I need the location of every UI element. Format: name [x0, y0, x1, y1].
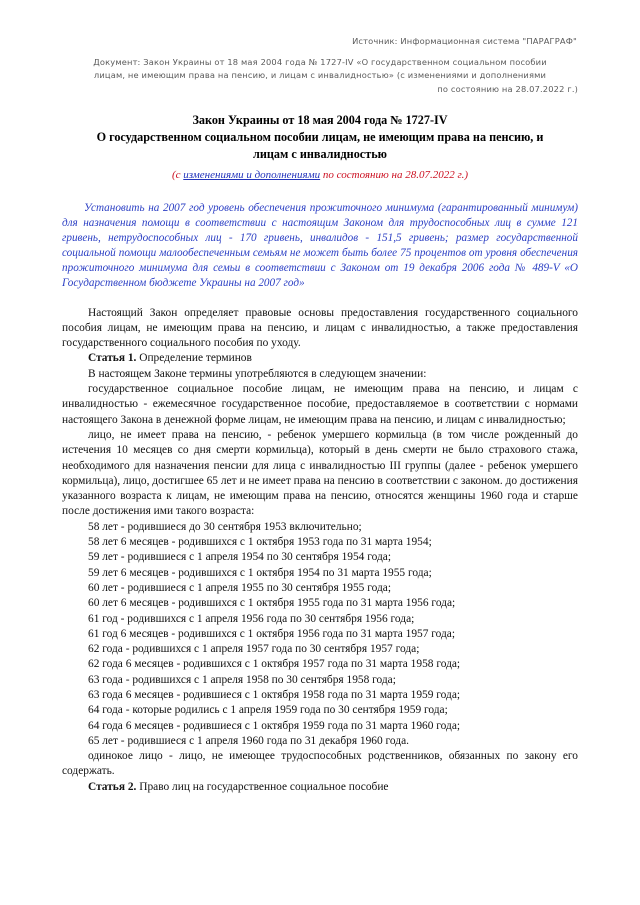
- title-line-2: О государственном социальном пособии лицам, не имеющим права на пенсию, и: [96, 130, 544, 144]
- list-item: 63 года - родившихся с 1 апреля 1958 по 30 сентября 1958 года;: [88, 673, 396, 686]
- list-item: 58 лет 6 месяцев - родившихся с 1 октября 1953 года по 31 марта 1954;: [88, 536, 432, 549]
- amendment-open-paren: (с: [171, 169, 184, 181]
- list-item: 60 лет - родившиеся с 1 апреля 1955 по 30 сентября 1955 года;: [88, 581, 391, 594]
- list-item: 58 лет - родившиеся до 30 сентября 1953 включительно;: [88, 520, 362, 533]
- definition-3: одинокое лицо - лицо, не имеющее трудоспособных родственников, обязанных по закону его содержать.: [62, 750, 578, 778]
- article-1-lead: В настоящем Законе термины употребляются в следующем значении:: [88, 367, 427, 380]
- list-item: 65 лет - родившиеся с 1 апреля 1960 года по 31 декабря 1960 года.: [88, 734, 409, 747]
- definition-2: лицо, не имеет права на пенсию, - ребенок умершего кормильца (в том числе рожденный до истечения 10 месяцев со дня смерти кормильца), который в день смерти не было страхового стажа, необходимого для назначения пенсии для лица с инвалидностью III группы (далее - ребенок умершего кормильца), лицо, достигшее 65 лет и не имеет права на пенсию в соответствии с законом. до достижения указанного возраста к лицам, не имеющим права на пенсию, относятся женщины 1960 года и старше после достижения ими такого возраста:: [62, 428, 578, 518]
- amendment-link[interactable]: изменениями и дополнениями: [183, 169, 321, 181]
- title-line-3: лицам с инвалидностью: [253, 147, 387, 161]
- document-meta-line-3: по состоянию на 28.07.2022 г.): [437, 83, 578, 94]
- article-1-label: Статья 1.: [88, 352, 137, 365]
- page-title: [0, 96, 640, 163]
- list-item: 61 год - родившихся с 1 апреля 1956 года по 30 сентября 1956 года;: [88, 612, 415, 625]
- document-header: [0, 0, 640, 96]
- list-item: 62 года 6 месяцев - родившихся с 1 октября 1957 года по 31 марта 1958 года;: [88, 658, 461, 671]
- article-1-heading: [62, 351, 578, 366]
- amendment-note: [0, 163, 640, 183]
- definition-1: государственное социальное пособие лицам, не имеющим права на пенсию, и лицам с инвалидностью - ежемесячное государственное пособие, предоставляемое в соответствии с нормами настоящего Закона в денежной форме лицам, не имеющим права на пенсию, и лицам с инвалидностью;: [62, 383, 578, 426]
- source-line: Источник: Информационная система "ПАРАГРАФ": [352, 36, 577, 46]
- intro-paragraph: Настоящий Закон определяет правовые основы предоставления государственного социального пособия лицам, не имеющим права на пенсию, и лицам с инвалидностью, а также предоставления государственного социального пособия по уходу.: [62, 306, 578, 350]
- age-threshold-list: [62, 520, 578, 749]
- document-body: [0, 306, 640, 796]
- list-item: 64 года 6 месяцев - родившиеся с 1 октября 1959 года по 31 марта 1960 года;: [88, 719, 461, 732]
- list-item: 59 лет 6 месяцев - родившихся с 1 октября 1954 по 31 марта 1955 года;: [88, 566, 432, 579]
- list-item: 63 года 6 месяцев - родившиеся с 1 октября 1958 года по 31 марта 1959 года;: [88, 688, 461, 701]
- amendment-rest: по состоянию на 28.07.2022 г.): [320, 169, 469, 181]
- list-item: 61 год 6 месяцев - родившихся с 1 октября 1956 года по 31 марта 1957 года;: [88, 627, 456, 640]
- document-meta: [0, 49, 640, 97]
- title-line-1: Закон Украины от 18 мая 2004 года № 1727-IV: [192, 113, 448, 127]
- list-item: 64 года - которые родились с 1 апреля 1959 года по 30 сентября 1959 года;: [88, 704, 448, 717]
- list-item: 62 года - родившихся с 1 апреля 1957 года по 30 сентября 1957 года;: [88, 643, 420, 656]
- article-2-heading: [62, 780, 578, 795]
- article-1-title: Определение терминов: [136, 352, 252, 365]
- document-meta-line-2: лицам, не имеющим права на пенсию, и лицам с инвалидностью» (с изменениями и дополнениями: [93, 70, 547, 80]
- list-item: 59 лет - родившиеся с 1 апреля 1954 по 30 сентября 1954 года;: [88, 551, 391, 564]
- document-meta-line-1: Документ: Закон Украины от 18 мая 2004 года № 1727-IV «О государственном социальном пособии: [93, 56, 547, 67]
- article-2-label: Статья 2.: [88, 780, 137, 793]
- article-2-title: Право лиц на государственное социальное пособие: [136, 780, 389, 793]
- blue-highlight-note: Установить на 2007 год уровень обеспечения прожиточного минимума (гарантированный минимум) для назначения помощи в соответствии с настоящим Законом для трудоспособных лиц в сумме 121 гривень, нетрудоспособных лиц - 170 гривень, инвалидов - 151,5 гривень; размер государственной социальной помощи малообеспеченным семьям не может быть более 75 процентов от уровня обеспечения прожиточного минимума для семьи в соответствии с Законом от 19 декабря 2006 года № 489-V «О Государственном бюджете Украины на 2007 год»: [62, 202, 578, 290]
- list-item: 60 лет 6 месяцев - родившихся с 1 октября 1955 года по 31 марта 1956 года;: [88, 597, 456, 610]
